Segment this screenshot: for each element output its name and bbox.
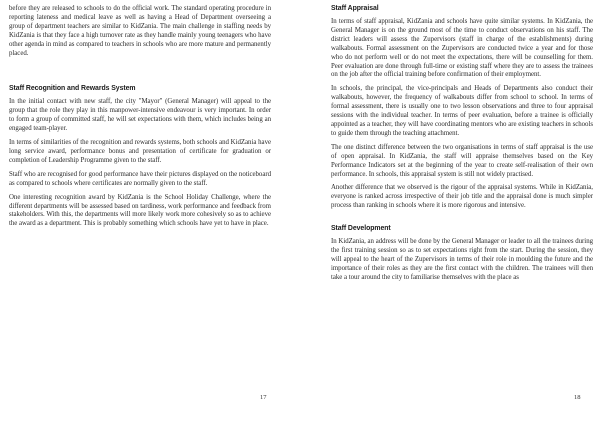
left-intro-paragraph: before they are released to schools to do the official work. The standard operating procedure in reporting lateness and medical leave as well as having a Head of Department overseeing a group of department teachers are similar to KidZania. The main challenge in staffing needs by KidZania is that they face a high turnover rate as they handle mainly young teenagers who have other agenda in mind as compared to teachers in schools who are more mature and permanently placed. xyxy=(9,5,271,57)
right-paragraph: Another difference that we observed is the rigour of the appraisal systems. While in KidZania, everyone is ranked across irrespective of their job title and the appraisal done is much simpler process than ranking in schools where it is more rigorous and intensive. xyxy=(331,184,593,210)
page-number-left: 17 xyxy=(260,394,267,401)
left-text-column xyxy=(9,5,271,234)
page-number-right: 18 xyxy=(574,394,581,401)
left-paragraph: Staff who are recognised for good performance have their pictures displayed on the noticeboard as compared to schools where certificates are normally given to the staff. xyxy=(9,170,271,187)
right-text-column xyxy=(331,5,593,288)
right-paragraph: In KidZania, an address will be done by the General Manager or leader to all the trainees during the first training session so as to set expectations right from the start. During the session, they will appeal to the heart of the Zupervisors in terms of their role in moulding the future and the importance of their roles as they are the first contact with the children. The trainees will then take a tour around the city to familiarise themselves with the place as xyxy=(331,238,593,281)
left-paragraph: One interesting recognition award by KidZania is the School Holiday Challenge, where the different departments will be assessed based on tardiness, work performance and feedback from stakeholders. With this, the departments will more likely work more cohesively so as to achieve the award as a department. This is probably something which schools have yet to have in place. xyxy=(9,193,271,228)
right-paragraph: In schools, the principal, the vice-principals and Heads of Departments also conduct their walkabouts, however, the frequency of walkabouts differ from school to school. In terms of formal assessment, there is usually one to two lesson observations and three to four appraisal sessions with the individual teacher. In terms of peer evaluation, before a trainee is officially appointed as a teacher, they will have coordinating mentors who are existing teachers in schools to guide them through the teaching attachment. xyxy=(331,85,593,137)
section-spacer xyxy=(331,216,593,225)
right-paragraph: The one distinct difference between the two organisations in terms of staff appraisal is the use of open appraisal. In KidZania, the staff will appraise themselves based on the Key Performance Indicators set at the beginning of the year to create self-realisation of their own performance. In schools, this appraisal system is still not widely practised. xyxy=(331,143,593,178)
heading-staff-recognition: Staff Recognition and Rewards System xyxy=(9,85,136,93)
heading-staff-development: Staff Development xyxy=(331,225,391,233)
right-paragraph: In terms of staff appraisal, KidZania and schools have quite similar systems. In KidZania, the General Manager is on the ground most of the time to conduct observations on his staff. The district leaders will assess the Zupervisors (staff in charge of the establishments) during walkabouts. Formal assessment on the Zupervisors are conducted twice a year and for those who do not perform well or do not meet the expectations, there will be counselling for them. Peer evaluation are done through full-time or existing staff where they are to assess the trainees on the job after the official training before confirmation of their employment. xyxy=(331,18,593,79)
right-page xyxy=(300,0,600,424)
left-paragraph: In terms of similarities of the recognition and rewards systems, both schools and KidZania have long service award, performance bonus and presentation of certificate for graduation or completion of Leadership Programme given to the staff. xyxy=(9,139,271,164)
section-spacer xyxy=(9,63,271,85)
left-paragraph: In the initial contact with new staff, the city "Mayor" (General Manager) will appeal to the group that the role they play in this manpower-intensive endeavour is very important. In order to form a group of committed staff, he will set expectations with them, which includes being an engaged team-player. xyxy=(9,98,271,133)
heading-staff-appraisal: Staff Appraisal xyxy=(331,5,379,12)
